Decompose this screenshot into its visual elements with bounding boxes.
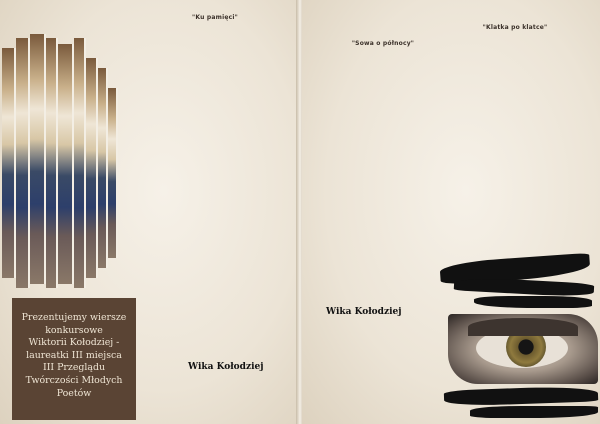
- left-page: [0, 0, 298, 424]
- photo-strip: [74, 38, 86, 288]
- photo-strip: [98, 68, 108, 268]
- poem-title: "Ku pamięci": [192, 14, 238, 21]
- caption-line: konkursowe: [45, 324, 103, 336]
- photo-strip: [58, 44, 74, 284]
- caption-line: Poetów: [56, 387, 92, 399]
- right-page: [302, 0, 600, 424]
- photo-strip: [46, 38, 58, 288]
- photo-collage: [0, 38, 124, 288]
- photo-strip: [108, 88, 118, 258]
- caption-line: III Przeglądu: [43, 362, 105, 374]
- eyelid: [468, 318, 578, 336]
- photo-strip: [2, 48, 16, 278]
- author-name: Wika Kołodziej: [188, 362, 264, 372]
- photo-strip: [86, 58, 98, 278]
- brush-stroke: [454, 276, 595, 297]
- brush-stroke: [470, 406, 598, 418]
- caption-box: [12, 298, 136, 420]
- eye-illustration: [440, 250, 600, 424]
- caption-line: Wiktorii Kołodziej -: [28, 337, 120, 349]
- brush-stroke: [474, 296, 592, 308]
- caption-line: laureatki III miejsca: [26, 349, 122, 361]
- caption-line: Prezentujemy wiersze: [21, 312, 127, 323]
- poem-title: "Klatka po klatce": [482, 24, 548, 31]
- poem-title: "Sowa o północy": [351, 40, 415, 47]
- photo-strip: [30, 34, 46, 284]
- eye-photo: [448, 314, 598, 384]
- photo-strip: [16, 38, 30, 288]
- author-name: Wika Kołodziej: [326, 307, 402, 317]
- brush-stroke: [444, 385, 598, 406]
- caption-line: Twórczości Młodych: [25, 374, 123, 386]
